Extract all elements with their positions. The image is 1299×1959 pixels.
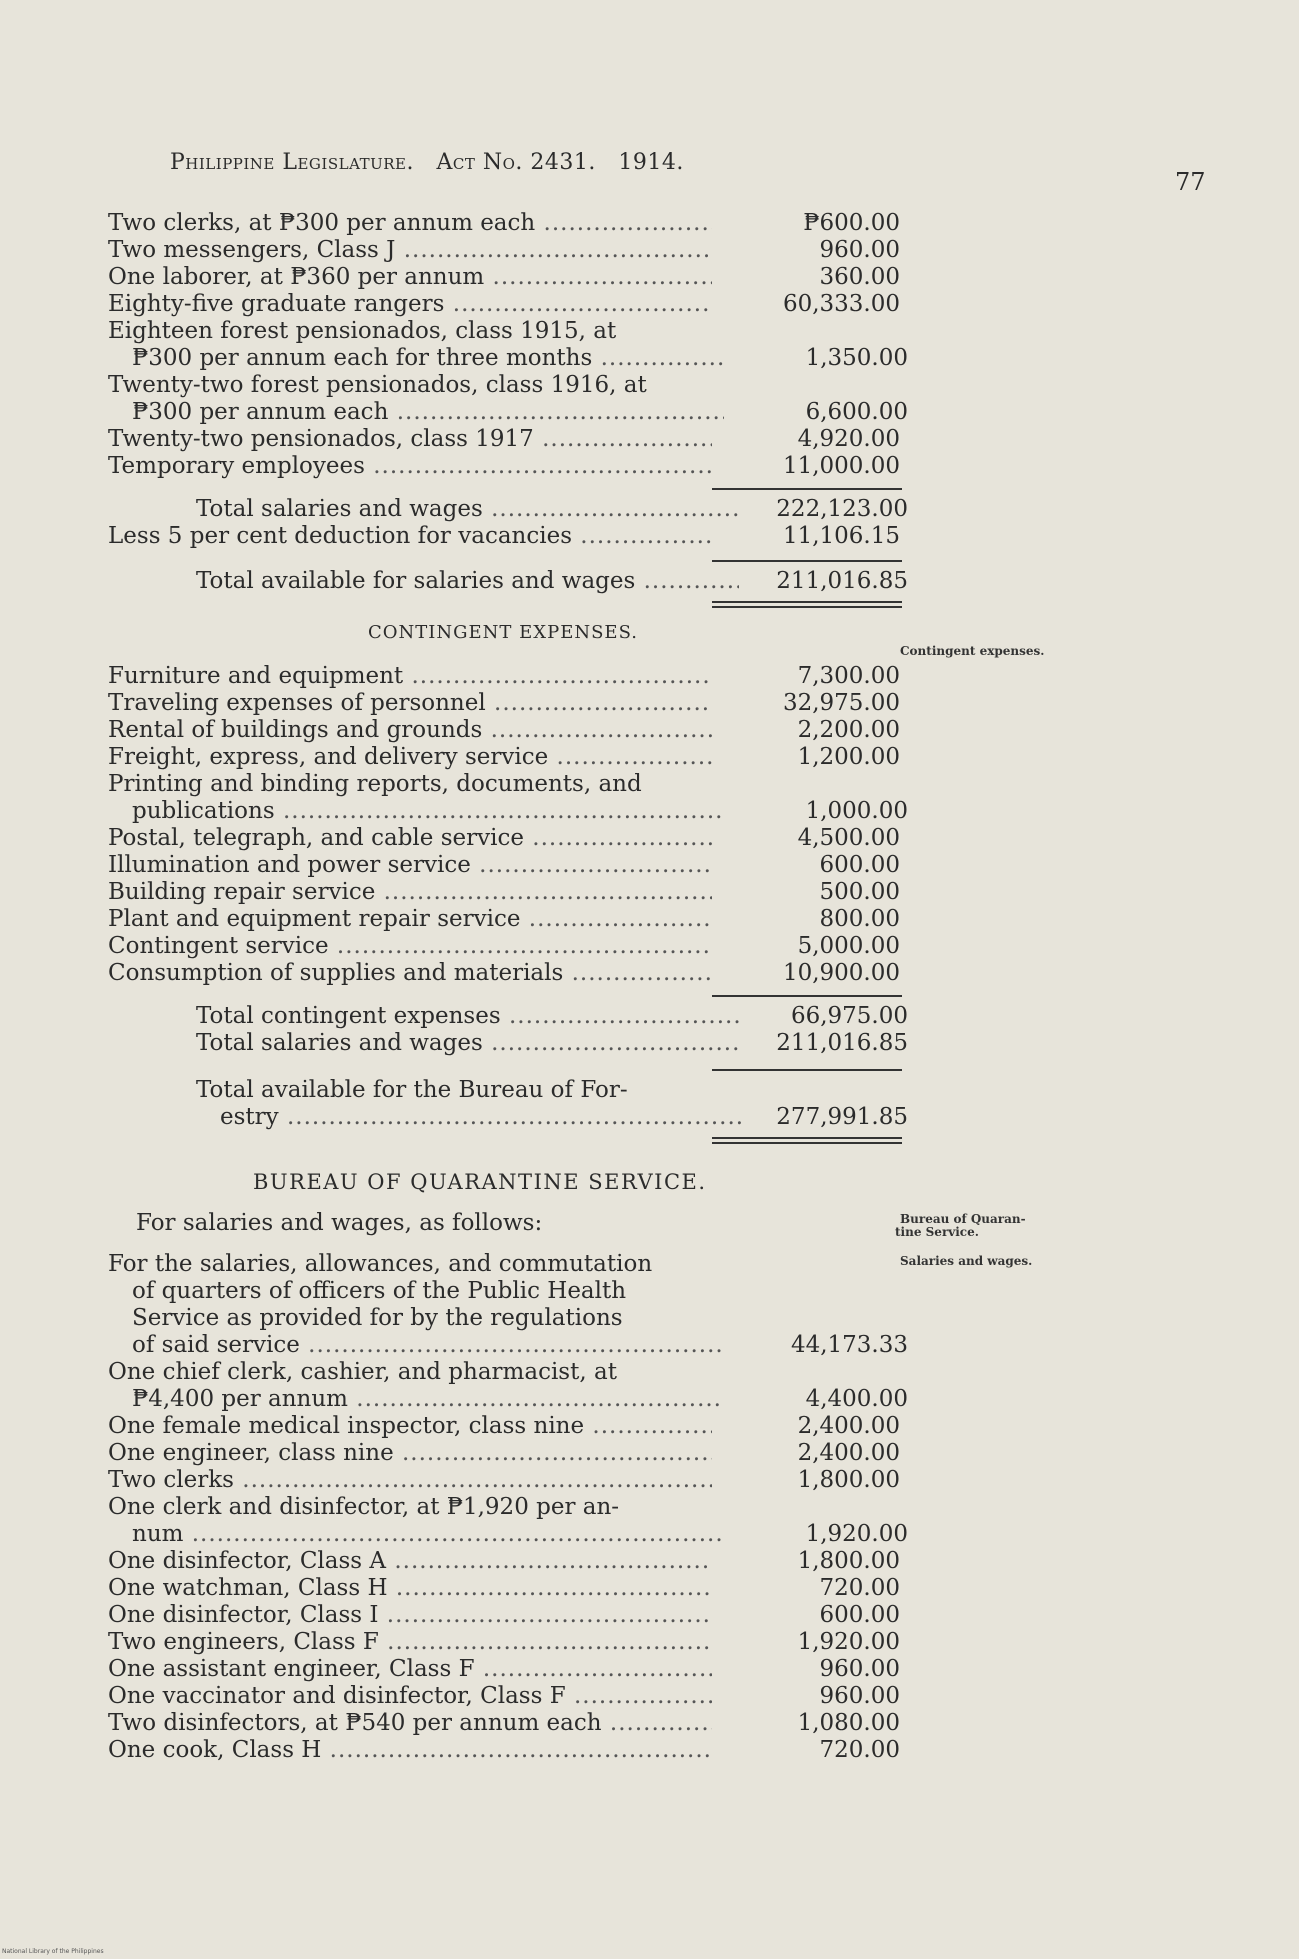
list-item bbox=[108, 717, 908, 744]
item-value: 720.00 bbox=[819, 1737, 900, 1763]
item-value: 2,400.00 bbox=[797, 1440, 900, 1466]
list-item bbox=[108, 663, 908, 690]
list-item bbox=[108, 879, 908, 906]
item-label: Twenty-two pensionados, class 1917 ..... bbox=[108, 426, 712, 453]
item-value: 960.00 bbox=[819, 237, 900, 263]
item-value: 1,920.00 bbox=[797, 1629, 900, 1655]
list-item bbox=[108, 1602, 908, 1629]
item-value: 600.00 bbox=[819, 1602, 900, 1628]
item-value: 2,200.00 bbox=[797, 717, 900, 743]
item-value: 2,400.00 bbox=[797, 1413, 900, 1439]
section-heading: CONTINGENT EXPENSES. bbox=[368, 622, 638, 643]
list-item bbox=[108, 1467, 908, 1494]
item-label: One female medical inspector, class nine ..... bbox=[108, 1413, 712, 1440]
available-salaries-value: 211,016.85 bbox=[776, 568, 908, 594]
list-item bbox=[108, 1521, 908, 1548]
main-column bbox=[108, 210, 908, 1764]
item-label: Contingent service ..... bbox=[108, 933, 712, 960]
list-item bbox=[108, 426, 908, 453]
first-item bbox=[108, 1251, 908, 1332]
margin-note: tine Service. bbox=[895, 1225, 979, 1239]
total-row bbox=[108, 1104, 908, 1131]
header-act: Act No. 2431. bbox=[436, 150, 596, 175]
list-item bbox=[108, 798, 908, 825]
item-label: Illumination and power service ..... bbox=[108, 852, 712, 879]
double-rule bbox=[712, 1137, 902, 1144]
item-label: Freight, express, and delivery service ..... bbox=[108, 744, 712, 771]
item-value: 500.00 bbox=[819, 879, 900, 905]
contingent-list bbox=[108, 663, 908, 987]
salary-list bbox=[108, 210, 908, 480]
item-label: Consumption of supplies and materials ..... bbox=[108, 960, 712, 987]
item-label: Traveling expenses of personnel ..... bbox=[108, 690, 712, 717]
total-row bbox=[108, 523, 908, 550]
item-label-line: of quarters of officers of the Public Health bbox=[132, 1278, 627, 1304]
item-label: ₱300 per annum each ..... bbox=[108, 399, 724, 426]
total-salaries-value: 211,016.85 bbox=[776, 1030, 908, 1056]
item-label-line: Service as provided for by the regulations bbox=[132, 1305, 623, 1331]
list-item bbox=[108, 399, 908, 426]
item-label: One laborer, at ₱360 per annum ..... bbox=[108, 264, 712, 291]
list-item bbox=[108, 291, 908, 318]
total-contingent-value: 66,975.00 bbox=[790, 1003, 908, 1029]
list-item bbox=[108, 237, 908, 264]
item-value: 1,080.00 bbox=[797, 1710, 900, 1736]
total-salaries-label: Total salaries and wages ..... bbox=[108, 1030, 739, 1057]
item-value: ₱600.00 bbox=[803, 210, 900, 236]
bureau-total-label: Total available for the Bureau of For- bbox=[196, 1077, 628, 1103]
double-rule bbox=[712, 601, 902, 608]
item-label: Eighty-five graduate rangers ..... bbox=[108, 291, 712, 318]
item-label: Two disinfectors, at ₱540 per annum each ..... bbox=[108, 1710, 712, 1737]
item-value: 1,350.00 bbox=[805, 345, 908, 371]
list-item bbox=[108, 1737, 908, 1764]
item-label: One cook, Class H ..... bbox=[108, 1737, 712, 1764]
list-item bbox=[108, 1710, 908, 1737]
total-row bbox=[108, 568, 908, 595]
item-value: 960.00 bbox=[819, 1683, 900, 1709]
item-label: One disinfector, Class A ..... bbox=[108, 1548, 712, 1575]
item-value: 44,173.33 bbox=[790, 1332, 908, 1358]
item-label: One engineer, class nine ..... bbox=[108, 1440, 712, 1467]
margin-note: Salaries and wages. bbox=[900, 1254, 1033, 1268]
total-row bbox=[108, 1003, 908, 1030]
item-value: 10,900.00 bbox=[782, 960, 900, 986]
item-label-line: One chief clerk, cashier, and pharmacist, at bbox=[108, 1359, 617, 1385]
item-value: 360.00 bbox=[819, 264, 900, 290]
list-item bbox=[108, 744, 908, 771]
total-rule bbox=[712, 488, 902, 490]
margin-note: Bureau of Quaran- bbox=[900, 1212, 1026, 1226]
quarantine-list bbox=[108, 1359, 908, 1764]
item-value: 960.00 bbox=[819, 1656, 900, 1682]
item-value: 11,000.00 bbox=[782, 453, 900, 479]
item-label-line: One clerk and disinfector, at ₱1,920 per an- bbox=[108, 1494, 620, 1520]
total-rule bbox=[712, 1069, 902, 1071]
item-label: Postal, telegraph, and cable service ..... bbox=[108, 825, 712, 852]
item-label: ₱4,400 per annum ..... bbox=[108, 1386, 724, 1413]
item-label: num ..... bbox=[108, 1521, 724, 1548]
item-label: Two messengers, Class J ..... bbox=[108, 237, 712, 264]
margin-note: Contingent expenses. bbox=[900, 644, 1045, 658]
item-value: 1,800.00 bbox=[797, 1467, 900, 1493]
item-label: Two clerks ..... bbox=[108, 1467, 712, 1494]
item-value: 1,000.00 bbox=[805, 798, 908, 824]
item-label: Rental of buildings and grounds ..... bbox=[108, 717, 712, 744]
list-item bbox=[108, 1656, 908, 1683]
item-value: 4,920.00 bbox=[797, 426, 900, 452]
less-deduction-value: 11,106.15 bbox=[782, 523, 900, 549]
intro-text: For salaries and wages, as follows: bbox=[136, 1210, 543, 1236]
list-item bbox=[108, 1629, 908, 1656]
list-item bbox=[108, 1332, 908, 1359]
item-label-line: For the salaries, allowances, and commutation bbox=[108, 1251, 653, 1277]
item-value: 720.00 bbox=[819, 1575, 900, 1601]
item-label: Temporary employees ..... bbox=[108, 453, 712, 480]
item-value: 600.00 bbox=[819, 852, 900, 878]
item-value: 1,920.00 bbox=[805, 1521, 908, 1547]
list-item bbox=[108, 1440, 908, 1467]
total-salaries-label: Total salaries and wages ..... bbox=[108, 496, 739, 523]
item-label: ₱300 per annum each for three months ..... bbox=[108, 345, 724, 372]
total-row bbox=[108, 496, 908, 523]
total-salaries-value: 222,123.00 bbox=[776, 496, 908, 522]
list-item bbox=[108, 453, 908, 480]
total-contingent-label: Total contingent expenses ..... bbox=[108, 1003, 739, 1030]
item-value: 4,400.00 bbox=[805, 1386, 908, 1412]
bureau-total-value: 277,991.85 bbox=[776, 1104, 908, 1130]
item-value: 60,333.00 bbox=[782, 291, 900, 317]
item-label: One vaccinator and disinfector, Class F ..... bbox=[108, 1683, 712, 1710]
item-label: One assistant engineer, Class F ..... bbox=[108, 1656, 712, 1683]
bureau-total-label-cont: estry ..... bbox=[108, 1104, 745, 1131]
item-label: Two engineers, Class F ..... bbox=[108, 1629, 712, 1656]
available-salaries-label: Total available for salaries and wages ..... bbox=[108, 568, 739, 595]
list-item bbox=[108, 1386, 908, 1413]
header-title: Philippine Legislature. bbox=[170, 150, 414, 175]
total-rule bbox=[712, 560, 902, 562]
item-value: 7,300.00 bbox=[797, 663, 900, 689]
item-label: One disinfector, Class I ..... bbox=[108, 1602, 712, 1629]
total-rule bbox=[712, 995, 902, 997]
item-label-line: Eighteen forest pensionados, class 1915, at bbox=[108, 318, 617, 344]
list-item bbox=[108, 345, 908, 372]
list-item bbox=[108, 1548, 908, 1575]
item-value: 1,800.00 bbox=[797, 1548, 900, 1574]
list-item bbox=[108, 690, 908, 717]
item-value: 1,200.00 bbox=[797, 744, 900, 770]
list-item bbox=[108, 960, 908, 987]
item-value: 32,975.00 bbox=[782, 690, 900, 716]
section-heading: BUREAU OF QUARANTINE SERVICE. bbox=[253, 1170, 707, 1194]
item-label: of said service ..... bbox=[108, 1332, 724, 1359]
less-deduction-label: Less 5 per cent deduction for vacancies ..... bbox=[108, 523, 712, 550]
list-item bbox=[108, 933, 908, 960]
list-item bbox=[108, 1575, 908, 1602]
item-value: 4,500.00 bbox=[797, 825, 900, 851]
header-year: 1914. bbox=[618, 150, 684, 175]
item-value: 800.00 bbox=[819, 906, 900, 932]
item-label: Plant and equipment repair service ..... bbox=[108, 906, 712, 933]
list-item bbox=[108, 852, 908, 879]
list-item bbox=[108, 1413, 908, 1440]
item-label-line: Twenty-two forest pensionados, class 1916, at bbox=[108, 372, 647, 398]
item-label: One watchman, Class H ..... bbox=[108, 1575, 712, 1602]
item-label: publications ..... bbox=[108, 798, 724, 825]
item-value: 6,600.00 bbox=[805, 399, 908, 425]
list-item bbox=[108, 210, 908, 237]
running-header bbox=[170, 150, 684, 175]
item-label: Building repair service ..... bbox=[108, 879, 712, 906]
item-label: Two clerks, at ₱300 per annum each ..... bbox=[108, 210, 712, 237]
list-item bbox=[108, 825, 908, 852]
item-label: Furniture and equipment ..... bbox=[108, 663, 712, 690]
item-label-line: Printing and binding reports, documents, and bbox=[108, 771, 642, 797]
item-value: 5,000.00 bbox=[797, 933, 900, 959]
list-item bbox=[108, 906, 908, 933]
list-item bbox=[108, 264, 908, 291]
footer-credit: National Library of the Philippines bbox=[2, 1948, 104, 1955]
list-item bbox=[108, 1683, 908, 1710]
total-row bbox=[108, 1030, 908, 1057]
page-number: 77 bbox=[1175, 168, 1206, 196]
